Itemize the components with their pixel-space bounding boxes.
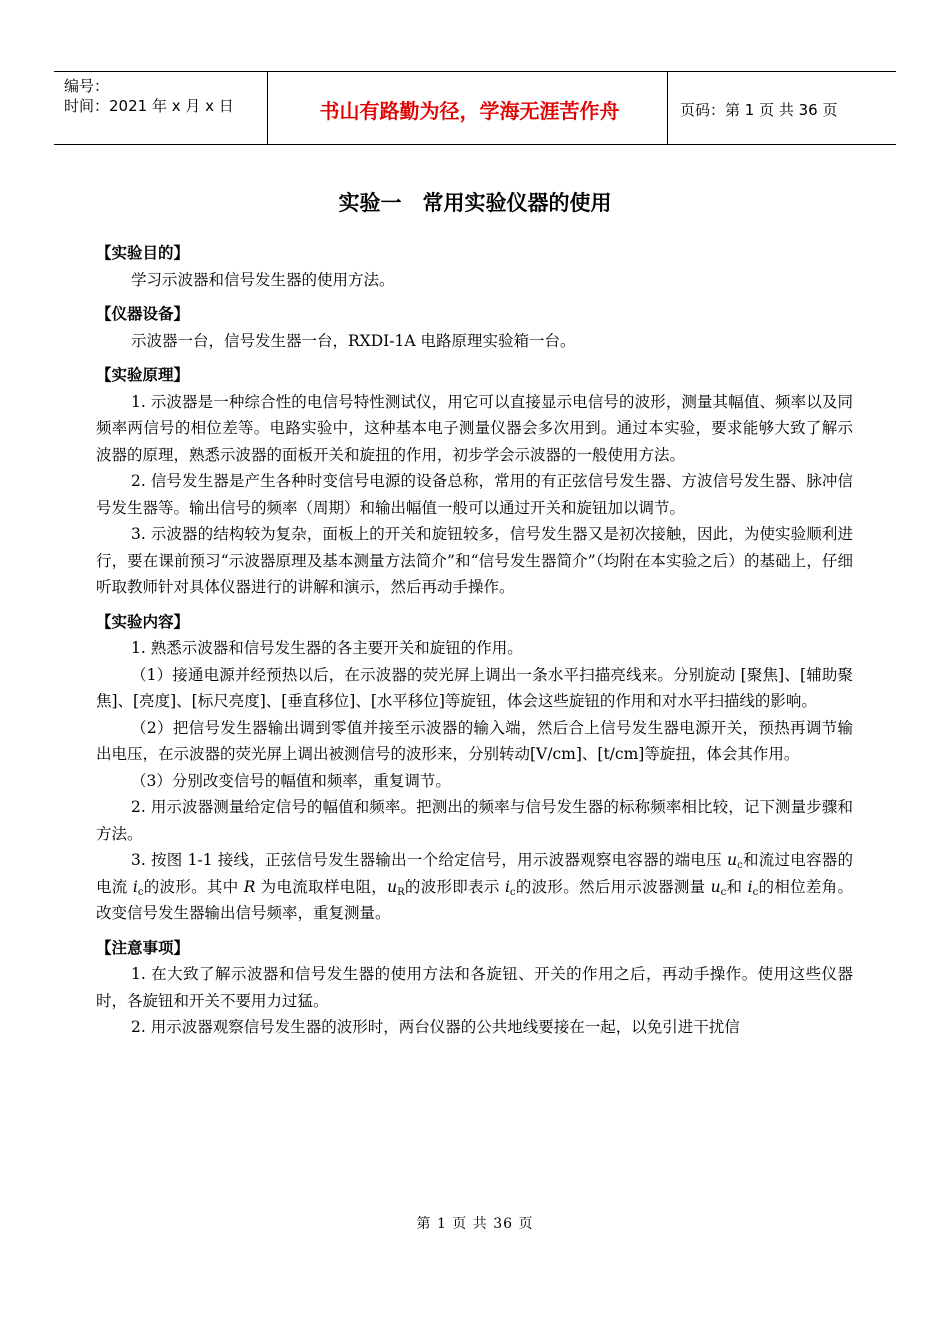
text-run: 的波形即表示 [404,877,505,896]
math-symbol: R [243,877,256,896]
paragraph: （1）接通电源并经预热以后，在示波器的荧光屏上调出一条水平扫描亮线来。分别旋动 [聚焦]、[辅助聚焦]、[亮度]、[标尺亮度]、[垂直移位]、[水平移位]等旋钮，体会这些旋钮的作用和对水平扫描线的影响。 [96,665,853,710]
math-subscript: c [737,860,743,871]
math-symbol: u [710,877,721,896]
math-subscript: c [752,886,759,898]
header-meta [64,76,234,116]
paragraph: 2. 用示波器观察信号发生器的波形时，两台仪器的公共地线要接在一起，以免引进干扰信 [131,1018,740,1036]
document-title: 实验一 常用实验仪器的使用 [338,191,612,215]
section-heading-purpose: 【实验目的】 [96,244,190,262]
section-heading-content: 【实验内容】 [96,612,190,631]
text-run: 为电流取样电阻， [255,877,388,896]
header-motto: 书山有路勤为径，学海无涯苦作舟 [319,99,620,123]
paragraph: 1. 在大致了解示波器和信号发生器的使用方法和各旋钮、开关的作用之后，再动手操作。使用这些仪器时，各旋钮和开关不要用力过猛。 [96,965,853,1010]
section-heading-notes: 【注意事项】 [96,938,190,957]
paragraph: 示波器一台，信号发生器一台，RXDI-1A 电路原理实验箱一台。 [131,331,576,350]
header-divider-left [267,71,268,144]
text-run: 的相位差角。改变信号发生器输出信号频率，重复测量。 [96,877,853,922]
math-subscript: c [509,886,516,898]
paragraph-with-formulas [96,847,853,927]
math-subscript: R [397,886,405,898]
math-symbol: i [504,877,510,896]
page-footer: 第 1 页 共 36 页 [416,1216,534,1232]
paragraph: 1. 示波器是一种综合性的电信号特性测试仪，用它可以直接显示电信号的波形，测量其幅值、频率以及同频率两信号的相位差等。电路实验中，这种基本电子测量仪器会多次用到。通过本实验，要求能够大致了解示波器的原理，熟悉示波器的面板开关和旋扭的作用，初步学会示波器的一般使用方法。 [96,392,853,464]
text-run: 的波形。然后用示波器测量 [515,877,711,896]
paragraph: 3. 示波器的结构较为复杂，面板上的开关和旋钮较多，信号发生器又是初次接触，因此，为使实验顺利进行，要在课前预习“示波器原理及基本测量方法简介”和“信号发生器简介”（均附在本实验之后）的基础上，仔细听取教师针对具体仪器进行的讲解和演示，然后再动手操作。 [96,525,853,596]
paragraph: （3）分别改变信号的幅值和频率，重复调节。 [131,771,451,790]
section-heading-equipment: 【仪器设备】 [96,305,190,323]
section-heading-principle: 【实验原理】 [96,366,190,384]
math-symbol: i [132,877,138,896]
math-subscript: c [720,886,727,898]
document-time: 时间：2021 年 x 月 x 日 [64,97,234,115]
document-body [96,240,853,1041]
math-subscript: c [137,886,144,898]
math-symbol: i [747,877,753,896]
text-run: 和流过电容器的电流 [96,851,853,896]
paragraph: 2. 信号发生器是产生各种时变信号电源的设备总称，常用的有正弦信号发生器、方波信号发生器、脉冲信号发生器等。输出信号的频率（周期）和输出幅值一般可以通过开关和旋钮加以调节。 [96,472,853,517]
text-run: 的波形。其中 [143,877,244,896]
text-run: 和 [726,877,748,896]
header-top-rule [54,71,896,72]
paragraph: 1. 熟悉示波器和信号发生器的各主要开关和旋钮的作用。 [131,639,523,657]
math-symbol: u [387,877,398,896]
text-run: 3. 按图 1-1 接线，正弦信号发生器输出一个给定信号，用示波器观察电容器的端电压 [131,851,728,869]
document-number-label: 编号： [64,77,110,95]
math-symbol: u [727,851,738,869]
paragraph: 2. 用示波器测量给定信号的幅值和频率。把测出的频率与信号发生器的标称频率相比较，记下测量步骤和方法。 [96,798,853,843]
header-divider-right [667,71,668,144]
paragraph: 学习示波器和信号发生器的使用方法。 [131,270,395,289]
header-bottom-rule [54,144,896,145]
paragraph: （2）把信号发生器输出调到零值并接至示波器的输入端，然后合上信号发生器电源开关，预热再调节输出电压，在示波器的荧光屏上调出被测信号的波形来，分别转动[V/cm]、[t/cm]等旋扭，体会其作用。 [96,718,853,763]
header-page-info: 页码：第 1 页 共 36 页 [680,101,838,119]
